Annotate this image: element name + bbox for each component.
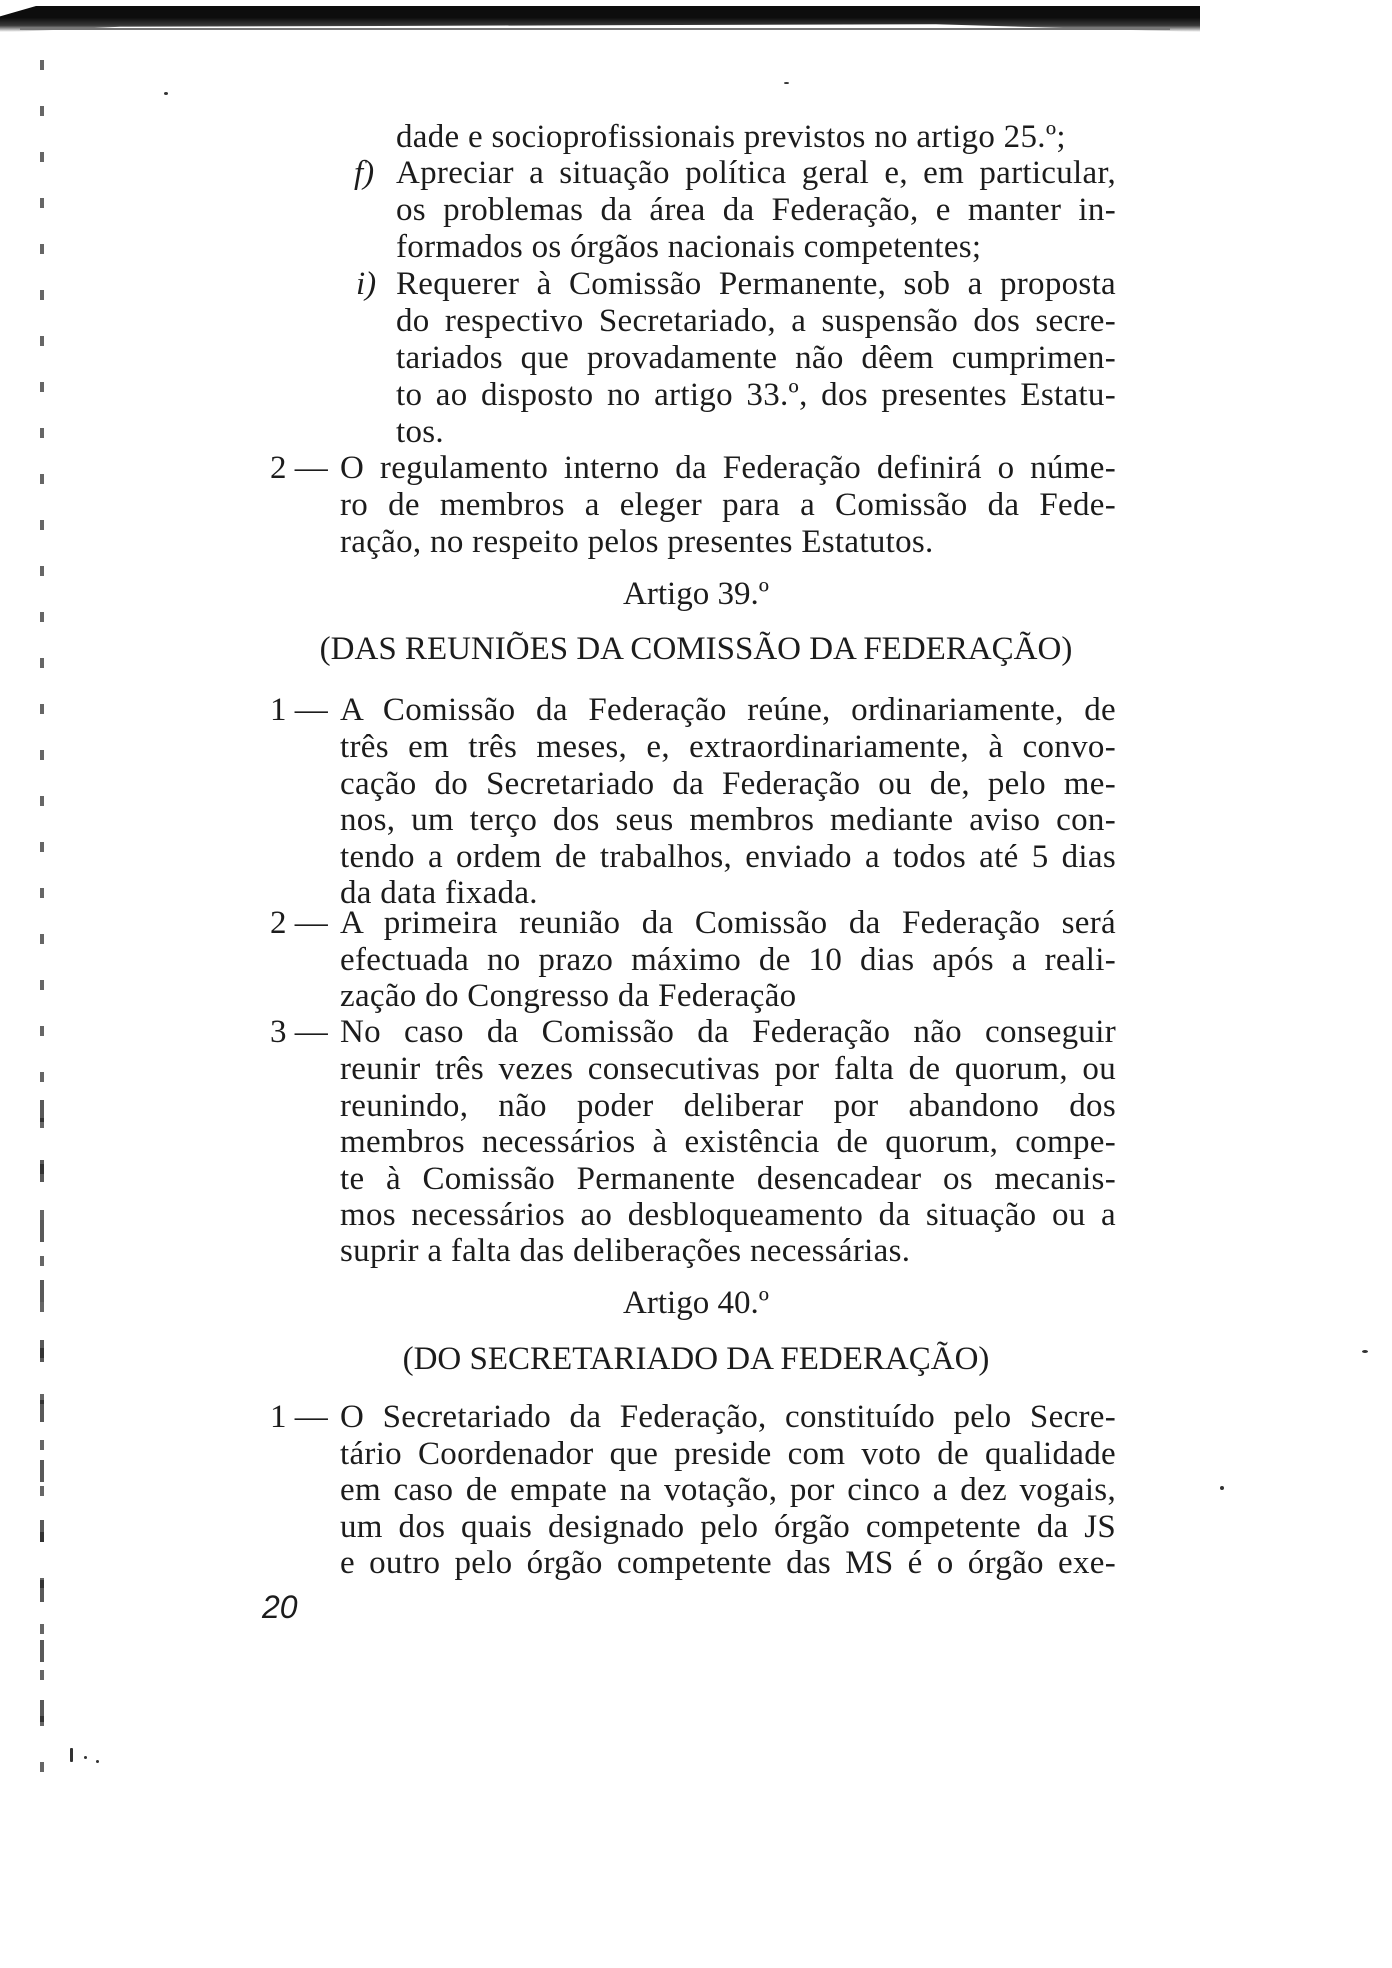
item-i-line: do respectivo Secretariado, a suspensão dos secre-	[396, 303, 1116, 339]
item-f-line: os problemas da área da Federação, e manter in-	[396, 192, 1116, 228]
art39-item-1-line: cação do Secretariado da Federação ou de, pelo me-	[340, 766, 1116, 802]
item-i-line: to ao disposto no artigo 33.º, dos presentes Estatu-	[396, 377, 1116, 413]
item-i-line: tos.	[396, 414, 444, 450]
item-i-line: Requerer à Comissão Permanente, sob a proposta	[396, 266, 1116, 302]
art39-item-3-line: suprir a falta das deliberações necessárias.	[340, 1233, 911, 1269]
art38-item-2-line: ração, no respeito pelos presentes Estatutos.	[340, 524, 934, 560]
art39-item-1-line: três em três meses, e, extraordinariamente, à convo-	[340, 729, 1116, 765]
art39-item-1-line: tendo a ordem de trabalhos, enviado a todos até 5 dias	[340, 839, 1116, 875]
art39-item-3-line: reunindo, não poder deliberar por abandono dos	[340, 1088, 1116, 1124]
art40-item-1-line: e outro pelo órgão competente das MS é o órgão exe-	[340, 1545, 1116, 1581]
art39-subtitle: (DAS REUNIÕES DA COMISSÃO DA FEDERAÇÃO)	[319, 631, 1073, 667]
item-f-line: Apreciar a situação política geral e, em particular,	[396, 155, 1116, 191]
art38-item-2-line: O regulamento interno da Federação definirá o núme-	[340, 450, 1116, 486]
art39-item-3-line: mos necessários ao desbloqueamento da situação ou a	[340, 1197, 1116, 1233]
art40-item-1-label: 1 —	[270, 1399, 328, 1435]
art40-item-1-line: em caso de empate na votação, por cinco a dez vogais,	[340, 1472, 1116, 1508]
art40-item-1-line: um dos quais designado pelo órgão competente da JS	[340, 1509, 1116, 1545]
art40-item-1-line: O Secretariado da Federação, constituído pelo Secre-	[340, 1399, 1116, 1435]
item-f-line: formados os órgãos nacionais competentes;	[396, 229, 982, 265]
art39-item-3-label: 3 —	[270, 1014, 328, 1050]
art39-item-1-line: da data fixada.	[340, 875, 538, 911]
art39-item-2-label: 2 —	[270, 905, 328, 941]
art39-title: Artigo 39.º	[623, 576, 769, 612]
art39-item-3-line: reunir três vezes consecutivas por falta de quorum, ou	[340, 1051, 1116, 1087]
art40-subtitle: (DO SECRETARIADO DA FEDERAÇÃO)	[402, 1341, 990, 1377]
item-h-continuation: dade e socioprofissionais previstos no artigo 25.º;	[396, 119, 1066, 155]
art39-item-3-line: te à Comissão Permanente desencadear os mecanis-	[340, 1161, 1116, 1197]
art39-item-1-line: nos, um terço dos seus membros mediante aviso con-	[340, 802, 1116, 838]
art39-item-2-line: A primeira reunião da Comissão da Federação será	[340, 905, 1116, 941]
art39-item-2-line: zação do Congresso da Federação	[340, 978, 797, 1014]
page-number: 20	[262, 1589, 298, 1625]
art38-item-2-line: ro de membros a eleger para a Comissão da Fede-	[340, 487, 1116, 523]
art39-item-3-line: No caso da Comissão da Federação não conseguir	[340, 1014, 1116, 1050]
item-i-line: tariados que provadamente não dêem cumprimen-	[396, 340, 1116, 376]
art39-item-2-line: efectuada no prazo máximo de 10 dias após a reali-	[340, 942, 1116, 978]
art39-item-3-line: membros necessários à existência de quorum, compe-	[340, 1124, 1116, 1160]
art40-title: Artigo 40.º	[623, 1285, 769, 1321]
art40-item-1-line: tário Coordenador que preside com voto de qualidade	[340, 1436, 1116, 1472]
art39-item-1-label: 1 —	[270, 692, 328, 728]
item-i-label: i)	[356, 266, 377, 302]
item-f-label: f)	[354, 155, 375, 191]
art39-item-1-line: A Comissão da Federação reúne, ordinariamente, de	[340, 692, 1116, 728]
art38-item-2-label: 2 —	[270, 450, 328, 486]
